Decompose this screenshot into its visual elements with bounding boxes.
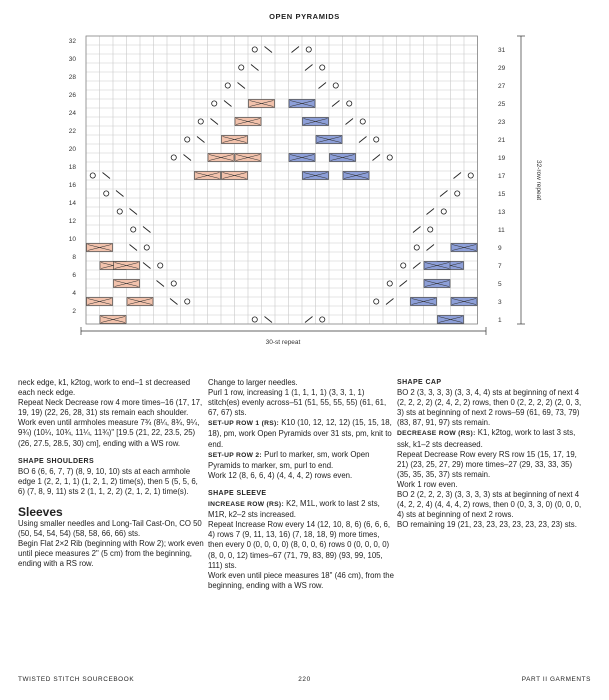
row-label: DECREASE ROW (RS): [397, 430, 476, 438]
yarn-over-symbol [320, 65, 325, 70]
paragraph: Purl 1 row, increasing 1 (1, 1, 1, 1) (3, 3, 1, 1) stitch(es) evenly across–51 (51, 55, 55, 55) (61, 61, 67, 67) sts. [208, 388, 387, 418]
paragraph: BO 6 (6, 6, 7, 7) (8, 9, 10, 10) sts at each armhole edge 1 (2, 2, 1, 1) (1, 2, 1, 2) time(s), then 5 (5, 5, 6, 6) (7, 8, 9, 11) sts 2 (1, 1, 2, 2) (2, 1, 2, 1) time(s). [18, 466, 198, 496]
yarn-over-symbol [252, 47, 257, 52]
row-number-left: 28 [68, 74, 76, 81]
paragraph: Work 12 (8, 6, 6, 4) (4, 4, 4, 2) rows even. [208, 470, 353, 480]
paragraph: BO remaining 19 (21, 23, 23, 23, 23, 23, 23, 23) sts. [397, 520, 577, 530]
row-number-right: 17 [498, 173, 506, 180]
chart-symbols [87, 47, 478, 324]
section-heading: SHAPE CAP [397, 379, 442, 386]
yarn-over-symbol [414, 245, 419, 250]
yarn-over-symbol [441, 209, 446, 214]
paragraph: BO 2 (2, 2, 2, 3) (3, 3, 3, 3) sts at beginning of next 4 (4, 2, 2, 4) (4, 4, 4, 2) rows, then 0 (0, 3, 3, 0) (0, 0, 0, 4) sts at beginning of next 2 rows. [397, 490, 582, 520]
k2tog-symbol [359, 137, 367, 143]
paragraph: Repeat Neck Decrease row 4 more times–16 (17, 17, 19, 19) (22, 26, 28, 31) sts remain each shoulder. [18, 398, 203, 418]
k2tog-symbol [332, 101, 340, 107]
row-number-right: 3 [498, 299, 502, 306]
ssk-symbol [130, 209, 138, 215]
yarn-over-symbol [428, 227, 433, 232]
paragraph: Using smaller needles and Long-Tail Cast-On, CO 50 (50, 54, 54, 54) (58, 58, 66, 66) sts. [18, 519, 202, 539]
paragraph: Repeat Decrease Row every RS row 15 (15, 17, 19, 21) (23, 25, 27, 29) more times–27 (29, 33, 33, 35) (35, 35, 35, 37) sts remain. [397, 449, 577, 479]
section-heading: SHAPE SHOULDERS [18, 457, 95, 465]
paragraph: Repeat Increase Row every 14 (12, 10, 8, 6) (6, 6, 6, 4) rows 7 (9, 11, 13, 16) (7, 18, 18, 9) more times, then every 0 (0, 0, 0, 0) (8, 0, 0, 6) rows 0 (0, 0, 0, 0) (8, 0, 0, 12) times–67 (71, 79, 83, 89) (93, 99, 105, 111) sts. [208, 520, 391, 570]
yarn-over-symbol [252, 317, 257, 322]
row-number-left: 6 [72, 272, 76, 279]
ssk-symbol [170, 299, 178, 305]
yarn-over-symbol [225, 83, 230, 88]
ssk-symbol [197, 137, 205, 143]
ssk-symbol [143, 227, 151, 233]
yarn-over-symbol [374, 137, 379, 142]
yarn-over-symbol [212, 101, 217, 106]
yarn-over-symbol [347, 101, 352, 106]
yarn-over-symbol [144, 245, 149, 250]
width-repeat-marker [81, 327, 486, 335]
row-number-right: 23 [498, 119, 506, 126]
yarn-over-symbol [90, 173, 95, 178]
text-column-1 [18, 378, 206, 570]
ssk-symbol [265, 47, 273, 53]
k2tog-symbol [427, 209, 435, 215]
k2tog-symbol [413, 227, 421, 233]
row-instructions: K1, k2tog, work to last 3 sts, ssk, k1–2 sts decreased. [397, 428, 576, 449]
paragraph: BO 2 (3, 3, 3, 3) (3, 3, 4, 4) sts at beginning of next 4 (2, 2, 2, 2) (2, 4, 2, 2) rows, then 0 (2, 2, 2, 2) (2, 0, 3, 3) sts at beginning of next 2 rows–59 (61, 69, 73, 79) (83, 87, 91, 97) sts remain. [397, 388, 582, 428]
paragraph: Work even until piece measures 18" (46 cm), from the beginning, ending with a WS row. [208, 570, 394, 590]
paragraph: Work 1 row even. [397, 479, 458, 489]
section-heading: SHAPE SLEEVE [208, 489, 267, 497]
yarn-over-symbol [185, 137, 190, 142]
yarn-over-symbol [171, 281, 176, 286]
yarn-over-symbol [468, 173, 473, 178]
row-number-right: 11 [498, 227, 505, 234]
k2tog-symbol [440, 191, 448, 197]
row-label: SET-UP ROW 1 (RS): [208, 420, 280, 428]
row-number-left: 24 [68, 110, 76, 117]
row-instructions: K2, M1L, work to last 2 sts, M1R, k2–2 sts increased. [208, 499, 380, 520]
k2tog-symbol [413, 263, 421, 269]
yarn-over-symbol [131, 227, 136, 232]
height-repeat-marker [517, 36, 525, 324]
row-number-right: 1 [498, 317, 502, 324]
ssk-symbol [265, 317, 273, 323]
row-instructions: Purl to marker, sm, work Open Pyramids to marker, sm, purl to end. [208, 449, 370, 470]
footer-section: PART II GARMENTS [521, 676, 591, 683]
row-number-left: 12 [68, 218, 76, 225]
paragraph [397, 428, 585, 449]
row-number-right: 19 [498, 155, 506, 162]
ssk-symbol [211, 119, 219, 125]
yarn-over-symbol [360, 119, 365, 124]
yarn-over-symbol [374, 299, 379, 304]
row-number-left: 18 [68, 164, 76, 171]
paragraph [208, 450, 396, 471]
row-number-left: 10 [68, 236, 76, 243]
row-label: INCREASE ROW (RS): [208, 501, 284, 509]
row-number-left: 8 [72, 254, 76, 261]
row-number-right: 9 [498, 245, 502, 252]
row-label: SET-UP ROW 2: [208, 451, 262, 459]
yarn-over-symbol [158, 263, 163, 268]
row-number-right: 21 [498, 137, 506, 144]
text-column-2 [208, 378, 396, 591]
height-repeat-label: 32-row repeat [535, 159, 542, 201]
row-number-right: 31 [498, 47, 506, 54]
k2tog-symbol [305, 65, 313, 71]
k2tog-symbol [373, 155, 381, 161]
paragraph: Work even until armholes measure 7¾ (8¼, 8¾, 9¼, 9¾) (10¼, 10¾, 11¼, 11¾)" [19.5 (21, 22, 23.5, 25) (26, 27.5, 28.5, 30) cm], ending with a WS row. [18, 418, 200, 448]
yarn-over-symbol [198, 119, 203, 124]
yarn-over-symbol [306, 47, 311, 52]
row-number-left: 2 [72, 308, 76, 315]
paragraph [208, 418, 396, 449]
row-number-right: 15 [498, 191, 506, 198]
yarn-over-symbol [455, 191, 460, 196]
row-number-left: 4 [72, 290, 76, 297]
ssk-symbol [157, 281, 165, 287]
k2tog-symbol [305, 317, 313, 323]
k2tog-symbol [400, 281, 408, 287]
k2tog-symbol [292, 47, 300, 53]
row-number-left: 22 [68, 128, 76, 135]
yarn-over-symbol [104, 191, 109, 196]
chart-grid [86, 36, 478, 324]
row-number-right: 5 [498, 281, 502, 288]
k2tog-symbol [427, 245, 435, 251]
section-title: Sleeves [18, 505, 63, 520]
chart-title: OPEN PYRAMIDS [269, 12, 340, 21]
k2tog-symbol [319, 83, 327, 89]
ssk-symbol [224, 101, 232, 107]
paragraph [208, 499, 396, 520]
paragraph: Begin Flat 2×2 Rib (beginning with Row 2); work even until piece measures 2" (5 cm) from the beginning, ending with a RS row. [18, 539, 204, 569]
ssk-symbol [130, 245, 138, 251]
row-number-left: 26 [68, 92, 76, 99]
yarn-over-symbol [387, 155, 392, 160]
row-number-left: 32 [68, 38, 76, 45]
footer-book-title: TWISTED STITCH SOURCEBOOK [18, 676, 135, 683]
k2tog-symbol [386, 299, 394, 305]
yarn-over-symbol [401, 263, 406, 268]
row-number-right: 7 [498, 263, 502, 270]
k2tog-symbol [454, 173, 462, 179]
k2tog-symbol [346, 119, 354, 125]
row-instructions: K10 (10, 12, 12, 12) (15, 15, 18, 18), pm, work Open Pyramids over 31 sts, pm, knit to end. [208, 418, 392, 449]
ssk-symbol [251, 65, 259, 71]
row-number-left: 30 [68, 56, 76, 63]
ssk-symbol [238, 83, 246, 89]
yarn-over-symbol [171, 155, 176, 160]
row-number-right: 25 [498, 101, 506, 108]
ssk-symbol [103, 173, 111, 179]
yarn-over-symbol [320, 317, 325, 322]
ssk-symbol [116, 191, 124, 197]
yarn-over-symbol [333, 83, 338, 88]
width-repeat-label: 30-st repeat [265, 339, 301, 346]
row-number-right: 27 [498, 83, 506, 90]
row-number-left: 14 [68, 200, 76, 207]
yarn-over-symbol [117, 209, 122, 214]
ssk-symbol [184, 155, 192, 161]
paragraph: Change to larger needles. [208, 378, 298, 387]
row-number-right: 29 [498, 65, 506, 72]
row-number-left: 20 [68, 146, 76, 153]
paragraph: neck edge, k1, k2tog, work to end–1 st decreased each neck edge. [18, 378, 191, 398]
text-column-3 [397, 378, 585, 530]
ssk-symbol [143, 263, 151, 269]
row-number-left: 16 [68, 182, 76, 189]
row-number-right: 13 [498, 209, 506, 216]
yarn-over-symbol [387, 281, 392, 286]
yarn-over-symbol [185, 299, 190, 304]
yarn-over-symbol [239, 65, 244, 70]
footer-page-number: 220 [298, 676, 311, 683]
